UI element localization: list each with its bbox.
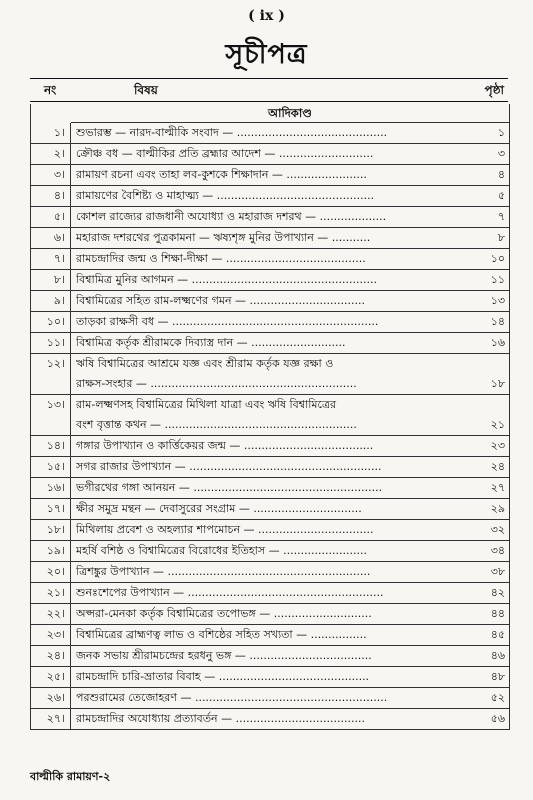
toc-entry[interactable]: [31, 186, 509, 207]
footer-book-title: বাল্মীকি রামায়ণ-২: [30, 770, 111, 783]
entry-text-line: [76, 123, 509, 143]
entry-page-number: ৫২: [489, 688, 505, 708]
entry-title: গঙ্গার উপাখ্যান ও কার্ত্তিকেয়র জন্ম — .....................................: [76, 439, 374, 452]
entry-body: [71, 625, 509, 645]
entry-title: রামায়ণ রচনা এবং তাহা লব-কুশকে শিক্ষাদান — .......................: [76, 168, 367, 181]
entry-page-number: ১৬: [489, 333, 505, 353]
toc-entry[interactable]: [31, 395, 509, 436]
entry-title: ক্ষীর সমুদ্র মন্থন — দেবাসুরের সংগ্রাম — ...............................: [76, 502, 362, 515]
entry-title: রামচন্দ্রাদির অযোধ্যায় প্রত্যাবর্তন — .....................................: [76, 712, 365, 725]
entry-title: ত্রিশঙ্কুর উপাখ্যান — ..........................................................: [76, 565, 371, 578]
entry-body: [71, 123, 509, 143]
entry-body: [71, 457, 509, 477]
toc-entry[interactable]: [31, 249, 509, 270]
entry-page-number: ১৩: [489, 291, 505, 311]
entry-body: [71, 646, 509, 666]
entry-body: [71, 144, 509, 164]
entry-number: ১০।: [31, 312, 71, 332]
toc-entry[interactable]: [31, 228, 509, 249]
entry-body: [71, 291, 509, 311]
entry-title: তাড়কা রাক্ষসী বধ — ...........................................................: [76, 315, 379, 328]
entry-number: ২৪।: [31, 646, 71, 666]
entry-page-number: ১৮: [489, 374, 505, 394]
entry-number: ১।: [31, 123, 71, 143]
page-title: সূচীপত্র: [225, 39, 308, 70]
toc-entry[interactable]: [31, 312, 509, 333]
toc-entry[interactable]: [31, 207, 509, 228]
entry-body: [71, 478, 509, 498]
entry-title: মহর্ষি বশিষ্ঠ ও বিশ্বামিত্রের বিরোধের ইতিহাস — ........................: [76, 544, 368, 557]
entry-number: ২৬।: [31, 688, 71, 708]
toc-entry[interactable]: [31, 499, 509, 520]
entry-text-line: [76, 436, 509, 456]
entry-text-line: [76, 354, 509, 374]
entry-page-number: ৪২: [489, 583, 505, 603]
entry-title: রাক্ষস-সংহার — ...........................................................: [76, 377, 357, 390]
entry-page-number: ৮: [496, 228, 505, 248]
entry-text-line: [76, 333, 509, 353]
header-subject: বিষয়: [134, 83, 158, 97]
entry-number: ১১।: [31, 333, 71, 353]
toc-entry[interactable]: [31, 165, 509, 186]
entry-number: ১৫।: [31, 457, 71, 477]
entry-number: ২৫।: [31, 667, 71, 687]
entry-title: সগর রাজার উপাখ্যান — .......................................................: [76, 460, 382, 473]
entry-title: ক্রৌঞ্চ বধ — বাল্মীকির প্রতি ব্রহ্মার আদেশ — ...........................: [76, 147, 374, 160]
entry-text-line: [76, 228, 509, 248]
entry-text-line: [76, 688, 509, 708]
toc-header: [30, 78, 508, 102]
entry-text-line: [76, 249, 509, 269]
entry-number: ৩।: [31, 165, 71, 185]
entry-title: মহারাজ দশরথের পুত্রকামনা — ঋষ্যশৃঙ্গ মুনির উপাখ্যান — ...........: [76, 231, 371, 244]
toc-entry[interactable]: [31, 646, 509, 667]
entry-number: ২।: [31, 144, 71, 164]
entry-text-line: [76, 604, 509, 624]
entry-text-line: [76, 478, 509, 498]
entry-body: [71, 541, 509, 561]
entry-number: ১৮।: [31, 520, 71, 540]
entry-title: বিশ্বামিত্রের ব্রাহ্মণত্ব লাভ ও বশিষ্ঠের সহিত সখ্যতা — ................: [76, 628, 367, 641]
entry-body: [71, 354, 509, 394]
entry-text-line: [76, 415, 509, 435]
entry-number: ২৩।: [31, 625, 71, 645]
entry-text-line: [76, 165, 509, 185]
entry-page-number: ৫৬: [489, 709, 505, 729]
entry-title: রামচন্দ্রাদির জন্ম ও শিক্ষা-দীক্ষা — ........................................: [76, 252, 366, 265]
entry-page-number: ৪৪: [489, 604, 505, 624]
entry-title: বংশ বৃত্তান্ত কথন — .......................................................: [76, 418, 357, 431]
entry-title: বিশ্বামিত্রের সহিত রাম-লক্ষ্মণের গমন — .................................: [76, 294, 365, 307]
entry-number: ৫।: [31, 207, 71, 227]
entry-body: [71, 709, 509, 729]
entry-text-line: [76, 312, 509, 332]
entry-title: রামায়ণের বৈশিষ্ট্য ও মাহাত্ম্য — .............................................: [76, 189, 375, 202]
toc-entry[interactable]: [31, 144, 509, 165]
entry-text-line: [76, 291, 509, 311]
toc-entry[interactable]: [31, 604, 509, 625]
entry-number: ২০।: [31, 562, 71, 582]
entry-page-number: ৩৪: [489, 541, 505, 561]
toc-entry[interactable]: [31, 688, 509, 709]
entry-page-number: ৪৬: [489, 646, 505, 666]
entry-page-number: ২৩: [489, 436, 505, 456]
entry-number: ৪।: [31, 186, 71, 206]
entry-page-number: ২৯: [489, 499, 505, 519]
entry-body: [71, 249, 509, 269]
toc-table: [30, 104, 510, 730]
entry-body: [71, 228, 509, 248]
entry-body: [71, 270, 509, 290]
entry-page-number: ৫: [496, 186, 505, 206]
entry-title: অপ্সরা-মেনকা কর্তৃক বিশ্বামিত্রের তপোভঙ্গ — ............................: [76, 607, 372, 620]
entry-page-number: ১: [496, 123, 505, 143]
entry-body: [71, 165, 509, 185]
entry-title: রামচন্দ্রাদি চারি-ভ্রাতার বিবাহ — ...........................................: [76, 670, 370, 683]
entry-text-line: [76, 646, 509, 666]
entry-title: মিথিলায় প্রবেশ ও অহল্যার শাপমোচন — .................................: [76, 523, 374, 536]
entry-body: [71, 186, 509, 206]
entry-number: ১২।: [31, 354, 71, 394]
toc-entry[interactable]: [31, 436, 509, 457]
entry-number: ২২।: [31, 604, 71, 624]
entry-number: ৯।: [31, 291, 71, 311]
toc-entry[interactable]: [31, 541, 509, 562]
entry-text-line: [76, 520, 509, 540]
entry-title: কোশল রাজ্যের রাজধানী অযোধ্যা ও মহারাজ দশরথ — ...................: [76, 210, 387, 223]
toc-entry[interactable]: [31, 333, 509, 354]
entry-title: ঋষি বিশ্বামিত্রের আশ্রমে যজ্ঞ এবং শ্রীরাম কর্তৃক যজ্ঞ রক্ষা ও: [76, 357, 334, 370]
toc-entry[interactable]: [31, 478, 509, 499]
entry-page-number: ৩: [496, 144, 505, 164]
entry-page-number: ৭: [496, 207, 505, 227]
entry-number: ২৭।: [31, 709, 71, 729]
entry-text-line: [76, 625, 509, 645]
entry-text-line: [76, 709, 509, 729]
entry-number: ২১।: [31, 583, 71, 603]
entry-number: ১৭।: [31, 499, 71, 519]
entry-page-number: ৪: [496, 165, 505, 185]
entry-text-line: [76, 541, 509, 561]
entry-body: [71, 436, 509, 456]
entry-title: জনক সভায় শ্রীরামচন্দ্রের হরধনু ভঙ্গ — ...................................: [76, 649, 372, 662]
entry-number: ১৯।: [31, 541, 71, 561]
entry-body: [71, 688, 509, 708]
toc-entry[interactable]: [31, 562, 509, 583]
entry-title: ভগীরথের গঙ্গা আনয়ন — ......................................................: [76, 481, 383, 494]
entry-title: পরশুরামের তেজোহরণ — .......................................................: [76, 691, 388, 704]
entry-number: ৮।: [31, 270, 71, 290]
toc-entry[interactable]: [31, 667, 509, 688]
entry-text-line: [76, 499, 509, 519]
entry-body: [71, 333, 509, 353]
section-heading: আদিকাণ্ড: [71, 104, 509, 123]
entry-text-line: [76, 395, 509, 415]
entry-body: [71, 520, 509, 540]
entry-title: শুনঃশেপের উপাখ্যান — ........................................................: [76, 586, 384, 599]
entry-page-number: ২৭: [489, 478, 505, 498]
entry-body: [71, 395, 509, 435]
toc-entry[interactable]: [31, 354, 509, 395]
page-number: ( ix ): [248, 8, 285, 24]
entry-page-number: ২১: [489, 415, 505, 435]
entry-text-line: [76, 207, 509, 227]
entry-text-line: [76, 457, 509, 477]
toc-entry[interactable]: [31, 291, 509, 312]
entry-page-number: ৪৫: [489, 625, 505, 645]
entry-title: রাম-লক্ষ্মণসহ বিশ্বামিত্রের মিথিলা যাত্রা এবং ঋষি বিশ্বামিত্রের: [76, 398, 337, 411]
entry-number: ১৬।: [31, 478, 71, 498]
header-number: নং: [44, 83, 57, 97]
entry-text-line: [76, 270, 509, 290]
entry-number: ১৪।: [31, 436, 71, 456]
entry-body: [71, 312, 509, 332]
entry-text-line: [76, 583, 509, 603]
entry-number: ৬।: [31, 228, 71, 248]
entry-text-line: [76, 374, 509, 394]
entry-text-line: [76, 562, 509, 582]
entry-body: [71, 562, 509, 582]
entry-page-number: ৪৮: [489, 667, 505, 687]
entry-page-number: ১০: [489, 249, 505, 269]
entry-number: ৭।: [31, 249, 71, 269]
entry-number: ১৩।: [31, 395, 71, 435]
toc-entry[interactable]: [31, 123, 509, 144]
toc-entry[interactable]: [31, 583, 509, 604]
toc-entry[interactable]: [31, 520, 509, 541]
entry-text-line: [76, 667, 509, 687]
entry-body: [71, 207, 509, 227]
toc-entry[interactable]: [31, 709, 509, 729]
entry-page-number: ২৪: [489, 457, 505, 477]
entry-text-line: [76, 186, 509, 206]
toc-entry[interactable]: [31, 457, 509, 478]
entry-body: [71, 499, 509, 519]
toc-entry[interactable]: [31, 270, 509, 291]
entry-page-number: ৩৮: [489, 562, 505, 582]
entry-title: বিশ্বামিত্র মুনির আগমন — .....................................................: [76, 273, 377, 286]
entry-text-line: [76, 144, 509, 164]
entry-page-number: ৩২: [489, 520, 505, 540]
entry-title: বিশ্বামিত্র কর্তৃক শ্রীরামকে দিব্যাস্ত্র দান — ...........................: [76, 336, 346, 349]
entry-title: শুভারম্ভ — নারদ-বাল্মীকি সংবাদ — ...........................................: [76, 126, 388, 139]
toc-entry[interactable]: [31, 625, 509, 646]
entry-page-number: ১৪: [489, 312, 505, 332]
entry-page-number: ১১: [489, 270, 505, 290]
entry-body: [71, 583, 509, 603]
header-page: পৃষ্ঠা: [484, 83, 504, 97]
entry-body: [71, 604, 509, 624]
entry-body: [71, 667, 509, 687]
